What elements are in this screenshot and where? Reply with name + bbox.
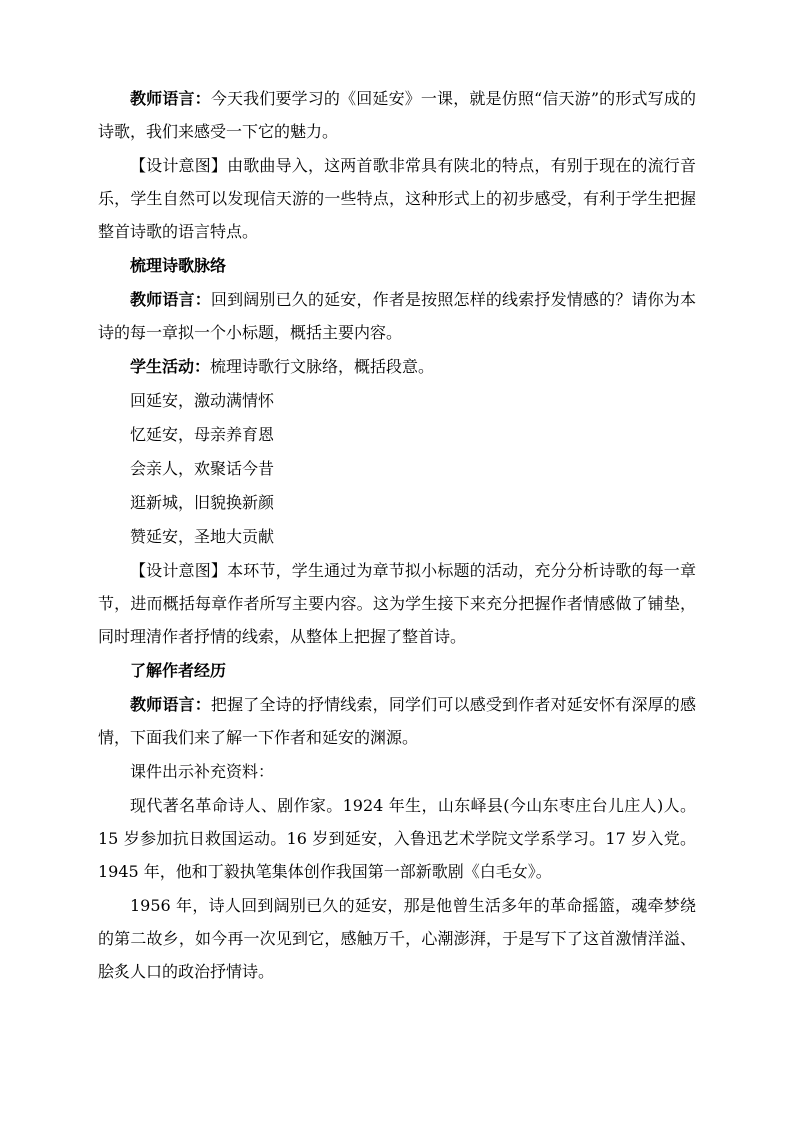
teacher-transition-paragraph xyxy=(98,688,696,754)
student-activity-label: 学生活动： xyxy=(130,357,211,376)
teacher-intro-paragraph xyxy=(98,82,696,148)
design-intent-paragraph-2 xyxy=(98,554,696,653)
teacher-language-label: 教师语言： xyxy=(130,290,211,309)
list-item: 回延安，激动满情怀 xyxy=(130,391,275,410)
courseware-note: 课件出示补充资料： xyxy=(130,762,275,781)
document-body xyxy=(98,82,696,988)
teacher-language-label: 教师语言： xyxy=(130,89,211,108)
author-bio-paragraph: 现代著名革命诗人、剧作家。1924 年生，山东峄县(今山东枣庄台儿庄人)人。15 岁参加抗日救国运动。16 岁到延安，入鲁迅艺术学院文学系学习。17 岁入党。1945 年，他和丁毅执笔集体创作我国第一部新歌剧《白毛女》。 xyxy=(98,796,696,881)
student-activity-paragraph xyxy=(98,350,696,383)
design-intent-tag: 【设计意图】 xyxy=(130,561,228,580)
list-item: 赞延安，圣地大贡献 xyxy=(130,527,275,546)
teacher-question-paragraph xyxy=(98,283,696,349)
teacher-transition-text: 把握了全诗的抒情线索，同学们可以感受到作者对延安怀有深厚的感情，下面我们来了解一下作者和延安的渊源。 xyxy=(98,695,696,747)
section-heading-structure: 梳理诗歌脉络 xyxy=(130,256,227,275)
design-intent-text: 由歌曲导入，这两首歌非常具有陕北的特点，有别于现在的流行音乐，学生自然可以发现信天游的一些特点，这种形式上的初步感受，有利于学生把握整首诗歌的语言特点。 xyxy=(98,156,696,241)
list-item: 会亲人，欢聚话今昔 xyxy=(130,459,275,478)
design-intent-text: 本环节，学生通过为章节拟小标题的活动，充分分析诗歌的每一章节，进而概括每章作者所写主要内容。这为学生接下来充分把握作者情感做了铺垫，同时理清作者抒情的线索，从整体上把握了整首诗。 xyxy=(98,561,696,646)
teacher-language-label: 教师语言： xyxy=(130,695,211,714)
design-intent-paragraph-1 xyxy=(98,149,696,248)
poem-background-paragraph: 1956 年，诗人回到阔别已久的延安，那是他曾生活多年的革命摇篮，魂牵梦绕的第二故乡，如今再一次见到它，感触万千，心潮澎湃，于是写下了这首激情洋溢、脍炙人口的政治抒情诗。 xyxy=(98,896,696,981)
teacher-question-text: 回到阔别已久的延安，作者是按照怎样的线索抒发情感的？请你为本诗的每一章拟一个小标题，概括主要内容。 xyxy=(98,290,696,342)
design-intent-tag: 【设计意图】 xyxy=(130,156,228,175)
student-activity-text: 梳理诗歌行文脉络，概括段意。 xyxy=(210,357,435,376)
section-heading-author: 了解作者经历 xyxy=(130,661,227,680)
teacher-intro-text: 今天我们要学习的《回延安》一课，就是仿照“信天游”的形式写成的诗歌，我们来感受一下它的魅力。 xyxy=(98,89,696,141)
list-item: 逛新城，旧貌换新颜 xyxy=(130,493,275,512)
list-item: 忆延安，母亲养育恩 xyxy=(130,425,275,444)
